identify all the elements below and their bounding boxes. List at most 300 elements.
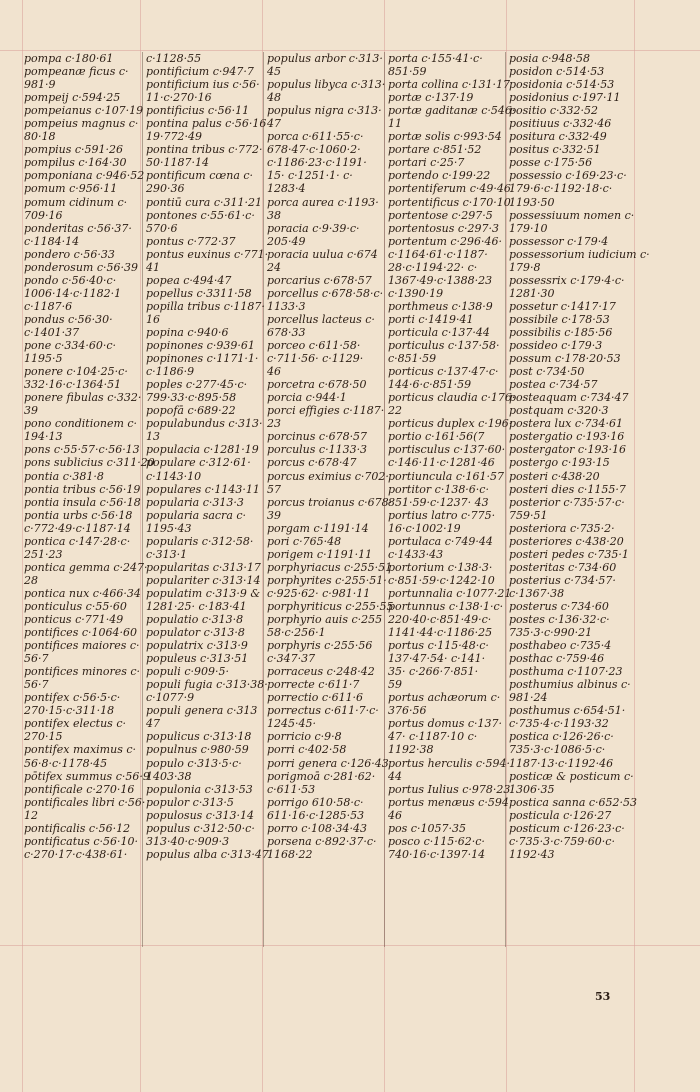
index-entry: pontifex electus c· bbox=[24, 717, 126, 731]
index-entry: pontificales libri c·56· bbox=[24, 795, 146, 809]
index-entry: c·1433·43 bbox=[388, 547, 444, 561]
index-entry: 611·16·c·1285·53 bbox=[267, 808, 365, 822]
index-entry: 47 bbox=[267, 117, 281, 131]
index-entry: porrectio c·611·6 bbox=[267, 691, 364, 705]
index-entry: popilla tribus c·1187· bbox=[146, 299, 265, 313]
index-entry: 313·40·c·909·3 bbox=[146, 834, 230, 848]
index-entry: pontifices c·1064·60 bbox=[24, 626, 137, 640]
index-entry: posidonius c·197·11 bbox=[509, 91, 621, 105]
page-number: 53 bbox=[595, 990, 611, 1003]
index-entry: populatrix c·313·9 bbox=[146, 639, 248, 653]
index-entry: posteaquam c·734·47 bbox=[509, 391, 629, 405]
index-entry: portæ gaditanæ c·546· bbox=[388, 104, 516, 118]
index-entry: 39 bbox=[24, 404, 38, 418]
index-entry: pontus euxinus c·771· bbox=[146, 247, 269, 261]
index-entry: posterus c·734·60 bbox=[509, 599, 609, 613]
index-entry: 11·c·270·16 bbox=[146, 91, 212, 105]
index-entry: portus achæorum c· bbox=[388, 691, 501, 705]
index-entry: portus menæus c·594 bbox=[388, 795, 509, 809]
index-entry: popinones c·939·61 bbox=[146, 339, 255, 353]
index-entry: popellus c·3311·58 bbox=[146, 286, 252, 300]
index-entry: post c·734·50 bbox=[509, 365, 585, 379]
index-entry: c·1187·6 bbox=[24, 299, 73, 313]
index-entry: pontina palus c·56·16 bbox=[146, 117, 267, 131]
index-column-4 bbox=[388, 52, 516, 861]
index-entry: portitor c·138·6·c· bbox=[388, 482, 489, 496]
index-entry: posco c·115·62·c· bbox=[388, 834, 485, 848]
index-entry: 1195·5 bbox=[24, 352, 63, 366]
index-entry: possessiuum nomen c· bbox=[509, 208, 635, 222]
index-entry: populnus c·980·59 bbox=[146, 743, 249, 757]
index-entry: portus c·115·48·c· bbox=[388, 639, 489, 653]
index-entry: pontia tribus c·56·19 bbox=[24, 482, 141, 496]
index-entry: populus c·312·50·c· bbox=[146, 821, 255, 835]
index-entry: ponticus c·771·49 bbox=[24, 613, 124, 627]
index-column-2 bbox=[146, 52, 269, 861]
index-entry: 1367·49·c·1388·23 bbox=[388, 273, 493, 287]
index-entry: 1141·44·c·1186·25 bbox=[388, 626, 493, 640]
index-entry: portentum c·296·46· bbox=[388, 234, 503, 248]
index-entry: 13 bbox=[146, 430, 160, 444]
index-entry: popina c·940·6 bbox=[146, 325, 229, 339]
index-entry: 47· c·1187·10 c· bbox=[388, 730, 478, 744]
index-entry: pontifices minores c· bbox=[24, 665, 141, 679]
index-entry: possetur c·1417·17 bbox=[509, 299, 616, 313]
index-entry: posidonia c·514·53 bbox=[509, 78, 615, 92]
index-entry: c·611·53 bbox=[267, 782, 316, 796]
index-entry: possessio c·169·23·c· bbox=[509, 169, 627, 183]
index-entry: posse c·175·56 bbox=[509, 156, 593, 170]
index-entry: 194·13 bbox=[24, 430, 63, 444]
index-entry: pompius c·591·26 bbox=[24, 143, 124, 157]
index-entry: portunnalia c·1077·21 bbox=[388, 586, 512, 600]
index-entry: pondus c·56·30· bbox=[24, 312, 113, 326]
index-entry: populus arbor c·313· bbox=[267, 52, 383, 65]
index-entry: porigmoā c·281·62· bbox=[267, 769, 376, 783]
index-entry: porrectus c·611·7·c· bbox=[267, 704, 379, 718]
index-entry: pono conditionem c· bbox=[24, 417, 138, 431]
index-entry: 759·51 bbox=[509, 508, 548, 522]
index-entry: porculus c·1133·3 bbox=[267, 443, 368, 457]
index-entry: 41 bbox=[146, 260, 160, 274]
index-entry: c·851·59·c·1242·10 bbox=[388, 573, 495, 587]
index-entry: portari c·25·7 bbox=[388, 156, 465, 170]
index-entry: pontia urbs c·56·18 bbox=[24, 508, 133, 522]
index-entry: c·1186·9 bbox=[146, 365, 195, 379]
index-entry: porcus eximius c·702· bbox=[267, 469, 389, 483]
index-entry: pontina tribus c·772· bbox=[146, 143, 263, 157]
index-entry: 1168·22 bbox=[267, 847, 313, 861]
index-entry: porticus c·137·47·c· bbox=[388, 365, 499, 379]
index-entry: ponere c·104·25·c· bbox=[24, 365, 128, 379]
index-entry: pontificalis c·56·12 bbox=[24, 821, 131, 835]
index-entry: 270·15·c·311·18 bbox=[24, 704, 115, 718]
index-entry: 1306·35 bbox=[509, 782, 555, 796]
index-entry: 1192·38 bbox=[388, 743, 434, 757]
index-entry: porcinus c·678·57 bbox=[267, 430, 368, 444]
index-entry: posterius c·734·57· bbox=[509, 573, 616, 587]
index-entry: 144·6·c·851·59 bbox=[388, 378, 472, 392]
index-entry: populo c·313·5·c· bbox=[146, 756, 242, 770]
index-entry: c·1390·19 bbox=[388, 286, 444, 300]
index-entry: c·1077·9 bbox=[146, 691, 195, 705]
index-entry: pontificum cœna c· bbox=[146, 169, 254, 183]
index-entry: 50·1187·14 bbox=[146, 156, 209, 170]
index-entry: populicus c·313·18 bbox=[146, 730, 252, 744]
index-entry: portentose c·297·5 bbox=[388, 208, 493, 222]
index-entry: pōtifex summus c·56·9 bbox=[24, 769, 150, 783]
index-entry: 179·10 bbox=[509, 221, 548, 235]
index-entry: pontia c·381·8 bbox=[24, 469, 104, 483]
index-entry: possum c·178·20·53 bbox=[509, 352, 621, 366]
index-entry: c·735·3·c·759·60·c· bbox=[509, 834, 615, 848]
index-entry: pontiū cura c·311·21 bbox=[146, 195, 262, 209]
index-entry: 709·16 bbox=[24, 208, 63, 222]
index-entry: 38 bbox=[267, 208, 281, 222]
index-entry: ponderitas c·56·37· bbox=[24, 221, 132, 235]
index-entry: positus c·332·51 bbox=[509, 143, 601, 157]
index-entry: porceo c·611·58· bbox=[267, 339, 361, 353]
index-entry: c·313·1 bbox=[146, 547, 188, 561]
index-entry: porsena c·892·37·c· bbox=[267, 834, 377, 848]
index-entry: populabundus c·313· bbox=[146, 417, 263, 431]
index-entry: pompeius magnus c· bbox=[24, 117, 139, 131]
index-entry: portentosus c·297·3 bbox=[388, 221, 499, 235]
index-entry: porphyrio auis c·255 bbox=[267, 613, 383, 627]
index-entry: populeus c·313·51 bbox=[146, 652, 249, 666]
index-entry: populor c·313·5 bbox=[146, 795, 234, 809]
index-entry: 1283·4 bbox=[267, 182, 306, 196]
index-entry: c·347·37 bbox=[267, 652, 316, 666]
index-entry: pontica nux c·466·34 bbox=[24, 586, 141, 600]
index-entry: portæ solis c·993·54 bbox=[388, 130, 502, 144]
index-entry: pontica c·147·28·c· bbox=[24, 534, 131, 548]
index-entry: posteri pedes c·735·1 bbox=[509, 547, 629, 561]
index-entry: pontificium ius c·56· bbox=[146, 78, 260, 92]
index-entry: 1193·50 bbox=[509, 195, 555, 209]
index-entry: possessor c·179·4 bbox=[509, 234, 609, 248]
index-entry: pondero c·56·33 bbox=[24, 247, 115, 261]
index-entry: porti c·1419·41 bbox=[388, 312, 474, 326]
index-entry: posthumus c·654·51· bbox=[509, 704, 626, 718]
index-entry: porticus claudia c·176· bbox=[388, 391, 516, 405]
index-entry: 678·33 bbox=[267, 325, 306, 339]
index-entry: populariter c·313·14 bbox=[146, 573, 261, 587]
index-entry: possideo c·179·3 bbox=[509, 339, 603, 353]
index-entry: 46 bbox=[388, 808, 402, 822]
index-entry: porrigo 610·58·c· bbox=[267, 795, 364, 809]
index-entry: c·1143·10 bbox=[146, 469, 202, 483]
index-entry: portentificus c·170·10 bbox=[388, 195, 511, 209]
index-entry: portus Iulius c·978·23 bbox=[388, 782, 511, 796]
index-entry: 1195·43 bbox=[146, 521, 192, 535]
index-entry: 290·36 bbox=[146, 182, 185, 196]
index-column-3 bbox=[267, 52, 394, 861]
index-entry: porcellus lacteus c· bbox=[267, 312, 375, 326]
index-entry: populi genera c·313 bbox=[146, 704, 258, 718]
index-entry: 16·c·1002·19 bbox=[388, 521, 461, 535]
index-entry: porphyrites c·255·51· bbox=[267, 573, 387, 587]
index-entry: porticula c·137·44 bbox=[388, 325, 490, 339]
index-entry: poples c·277·45·c· bbox=[146, 378, 248, 392]
index-entry: pondo c·56·40·c· bbox=[24, 273, 117, 287]
index-entry: c·711·56· c·1129· bbox=[267, 352, 364, 366]
index-entry: porcellus c·678·58·c· bbox=[267, 286, 384, 300]
index-entry: posticæ & posticum c· bbox=[509, 769, 634, 783]
index-entry: 46 bbox=[267, 365, 281, 379]
index-entry: porigem c·1191·11 bbox=[267, 547, 373, 561]
index-entry: 1281·25· c·183·41 bbox=[146, 599, 247, 613]
index-entry: 205·49 bbox=[267, 234, 306, 248]
index-entry: 179·6·c·1192·18·c· bbox=[509, 182, 613, 196]
index-entry: pomum c·956·11 bbox=[24, 182, 118, 196]
index-column-1 bbox=[24, 52, 155, 861]
index-entry: pontificatus c·56·10· bbox=[24, 834, 139, 848]
index-entry: populacia c·1281·19 bbox=[146, 443, 259, 457]
index-entry: populosus c·313·14 bbox=[146, 808, 254, 822]
index-entry: porri genera c·126·43 bbox=[267, 756, 389, 770]
index-entry: pompilus c·164·30 bbox=[24, 156, 127, 170]
index-entry: c·1401·37 bbox=[24, 325, 80, 339]
index-entry: 24 bbox=[267, 260, 281, 274]
index-entry: pompeanæ ficus c· bbox=[24, 65, 129, 79]
index-entry: c·1186·23·c·1191· bbox=[267, 156, 367, 170]
index-entry: porrecte c·611·7 bbox=[267, 678, 360, 692]
index-entry: portorium c·138·3· bbox=[388, 560, 493, 574]
index-entry: 1192·43 bbox=[509, 847, 555, 861]
index-entry: pontificale c·270·16 bbox=[24, 782, 135, 796]
index-entry: porraceus c·248·42 bbox=[267, 665, 375, 679]
index-entry: portare c·851·52 bbox=[388, 143, 482, 157]
index-entry: porri c·402·58 bbox=[267, 743, 347, 757]
index-page bbox=[22, 52, 682, 1003]
index-entry: posteriores c·438·20 bbox=[509, 534, 624, 548]
index-entry: posteritas c·734·60 bbox=[509, 560, 617, 574]
index-entry: porcarius c·678·57 bbox=[267, 273, 372, 287]
index-entry: portus domus c·137· bbox=[388, 717, 503, 731]
index-entry: porca aurea c·1193· bbox=[267, 195, 379, 209]
index-entry: postergatio c·193·16 bbox=[509, 430, 625, 444]
index-entry: pontifex maximus c· bbox=[24, 743, 136, 757]
index-entry: 28·c·1194·22· c· bbox=[388, 260, 478, 274]
index-entry: 39 bbox=[267, 508, 281, 522]
index-entry: populus alba c·313·47 bbox=[146, 847, 269, 861]
index-entry: ponticulus c·55·60 bbox=[24, 599, 127, 613]
index-entry: portiuncula c·161·57 bbox=[388, 469, 504, 483]
index-entry: pompa c·180·61 bbox=[24, 52, 114, 65]
index-entry: populatim c·313·9 & bbox=[146, 586, 261, 600]
index-entry: c·1184·14 bbox=[24, 234, 80, 248]
index-entry: porcia c·944·1 bbox=[267, 391, 347, 405]
index-entry: 1187·13·c·1192·46 bbox=[509, 756, 614, 770]
index-entry: populus libyca c·313· bbox=[267, 78, 386, 92]
index-entry: pontus c·772·37 bbox=[146, 234, 236, 248]
index-entry: posidon c·514·53 bbox=[509, 65, 605, 79]
index-entry: 15· c·1251·1· c· bbox=[267, 169, 353, 183]
index-entry: 1403·38 bbox=[146, 769, 192, 783]
index-entry: popularis c·312·58· bbox=[146, 534, 254, 548]
index-entry: 56·8·c·1178·45 bbox=[24, 756, 108, 770]
index-entry: posteri c·438·20 bbox=[509, 469, 600, 483]
index-entry: c·735·4·c·1193·32 bbox=[509, 717, 609, 731]
index-entry: 19·772·49 bbox=[146, 130, 202, 144]
index-entry: 270·15 bbox=[24, 730, 63, 744]
index-entry: 251·23 bbox=[24, 547, 63, 561]
index-entry: porta collina c·131·17 bbox=[388, 78, 511, 92]
index-entry: pompeianus c·107·19 bbox=[24, 104, 144, 118]
index-entry: c·772·49·c·1187·14 bbox=[24, 521, 131, 535]
index-entry: 35· c·266·7·851· bbox=[388, 665, 479, 679]
index-entry: 735·3·c·990·21 bbox=[509, 626, 593, 640]
index-entry: porcus c·678·47 bbox=[267, 456, 357, 470]
index-entry: poracia uulua c·674 bbox=[267, 247, 378, 261]
index-entry: c·851·59 bbox=[388, 352, 437, 366]
index-entry: porci effigies c·1187· bbox=[267, 404, 385, 418]
index-entry: c·925·62· c·981·11 bbox=[267, 586, 371, 600]
index-entry: postica sanna c·652·53 bbox=[509, 795, 638, 809]
index-entry: postergator c·193·16 bbox=[509, 443, 627, 457]
index-entry: c·1164·61·c·1187· bbox=[388, 247, 488, 261]
index-entry: pos c·1057·35 bbox=[388, 821, 466, 835]
index-entry: populus nigra c·313· bbox=[267, 104, 382, 118]
index-entry: posthabeo c·735·4 bbox=[509, 639, 612, 653]
index-entry: pons c·55·57·c·56·13 bbox=[24, 443, 140, 457]
index-entry: portio c·161·56(7 bbox=[388, 430, 485, 444]
index-entry: populi fugia c·313·38· bbox=[146, 678, 268, 692]
index-entry: pomponiana c·946·52 bbox=[24, 169, 145, 183]
index-entry: 58·c·256·1 bbox=[267, 626, 326, 640]
index-entry: pontifex c·56·5·c· bbox=[24, 691, 121, 705]
index-entry: 16 bbox=[146, 312, 160, 326]
index-entry: porcetra c·678·50 bbox=[267, 378, 367, 392]
index-entry: 80·18 bbox=[24, 130, 56, 144]
index-entry: portisculus c·137·60· bbox=[388, 443, 506, 457]
index-entry: 851·59 bbox=[388, 65, 427, 79]
index-entry: 47 bbox=[146, 717, 160, 731]
index-entry: porticus duplex c·196· bbox=[388, 417, 513, 431]
index-entry: c·270·17·c·438·61· bbox=[24, 847, 128, 861]
index-entry: porgam c·1191·14 bbox=[267, 521, 369, 535]
index-entry: 23 bbox=[267, 417, 281, 431]
index-entry: popularia c·313·3 bbox=[146, 495, 244, 509]
index-entry: pontones c·55·61·c· bbox=[146, 208, 255, 222]
index-entry: 740·16·c·1397·14 bbox=[388, 847, 486, 861]
index-entry: porcus troianus c·678· bbox=[267, 495, 393, 509]
index-entry: possibile c·178·53 bbox=[509, 312, 610, 326]
index-entry: populator c·313·8 bbox=[146, 626, 245, 640]
index-entry: posteriora c·735·2· bbox=[509, 521, 615, 535]
index-entry: c·1367·38 bbox=[509, 586, 565, 600]
index-entry: portulaca c·749·44 bbox=[388, 534, 493, 548]
index-entry: populares c·1143·11 bbox=[146, 482, 260, 496]
index-entry: posteri dies c·1155·7 bbox=[509, 482, 626, 496]
index-entry: 59 bbox=[388, 678, 402, 692]
index-column-5 bbox=[509, 52, 650, 861]
index-entry: porphyriticus c·255·55 bbox=[267, 599, 394, 613]
index-entry: porthmeus c·138·9 bbox=[388, 299, 493, 313]
index-entry: porticulus c·137·58· bbox=[388, 339, 500, 353]
index-entry: pone c·334·60·c· bbox=[24, 339, 117, 353]
index-entry: 220·40·c·851·49·c· bbox=[388, 613, 492, 627]
index-entry: postquam c·320·3 bbox=[509, 404, 609, 418]
index-entry: poracia c·9·39·c· bbox=[267, 221, 360, 235]
index-entry: 981·24 bbox=[509, 691, 548, 705]
index-entry: 57 bbox=[267, 482, 281, 496]
index-entry: postica c·126·26·c· bbox=[509, 730, 614, 744]
index-entry: portus herculis c·594· bbox=[388, 756, 510, 770]
index-entry: populonia c·313·53 bbox=[146, 782, 253, 796]
index-entry: 45 bbox=[267, 65, 281, 79]
index-entry: pontica gemma c·247· bbox=[24, 560, 148, 574]
index-entry: postes c·136·32·c· bbox=[509, 613, 610, 627]
index-entry: posticum c·126·23·c· bbox=[509, 821, 625, 835]
index-entry: posthuma c·1107·23 bbox=[509, 665, 623, 679]
index-entry: pori c·765·48 bbox=[267, 534, 342, 548]
index-entry: pomum cidinum c· bbox=[24, 195, 128, 209]
index-entry: 137·47·54· c·141· bbox=[388, 652, 486, 666]
index-entry: populatio c·313·8 bbox=[146, 613, 244, 627]
index-entry: 1006·14·c·1182·1 bbox=[24, 286, 122, 300]
index-entry: possessrix c·179·4·c· bbox=[509, 273, 625, 287]
index-entry: 44 bbox=[388, 769, 402, 783]
index-entry: c·146·11·c·1281·46 bbox=[388, 456, 495, 470]
index-entry: ponderosum c·56·39 bbox=[24, 260, 138, 274]
index-entry: posthac c·759·46 bbox=[509, 652, 605, 666]
index-entry: portius latro c·775· bbox=[388, 508, 496, 522]
index-entry: postera lux c·734·61 bbox=[509, 417, 624, 431]
index-entry: positiuus c·332·46 bbox=[509, 117, 612, 131]
index-entry: positura c·332·49 bbox=[509, 130, 607, 144]
index-entry: pompeij c·594·25 bbox=[24, 91, 121, 105]
index-entry: porphyris c·255·56 bbox=[267, 639, 373, 653]
index-entry: 851·59·c·1237· 43 bbox=[388, 495, 489, 509]
index-entry: 28 bbox=[24, 573, 38, 587]
index-entry: postea c·734·57 bbox=[509, 378, 598, 392]
index-entry: possibilis c·185·56 bbox=[509, 325, 613, 339]
index-entry: posterior c·735·57·c· bbox=[509, 495, 625, 509]
index-entry: porta c·155·41·c· bbox=[388, 52, 483, 65]
index-entry: pons sublicius c·311·20 bbox=[24, 456, 155, 470]
index-entry: 179·8 bbox=[509, 260, 541, 274]
index-entry: c·1128·55 bbox=[146, 52, 202, 65]
index-entry: populare c·312·61· bbox=[146, 456, 251, 470]
index-entry: populi c·909·5· bbox=[146, 665, 229, 679]
index-entry: posticula c·126·27 bbox=[509, 808, 612, 822]
index-entry: 799·33·c·895·58 bbox=[146, 391, 237, 405]
index-entry: portunnus c·138·1·c· bbox=[388, 599, 504, 613]
index-entry: 1133·3 bbox=[267, 299, 306, 313]
index-entry: porro c·108·34·43 bbox=[267, 821, 367, 835]
index-entry: 376·56 bbox=[388, 704, 427, 718]
index-entry: pontia insula c·56·18 bbox=[24, 495, 141, 509]
index-entry: possessorium iudicium c· bbox=[509, 247, 650, 261]
index-entry: 48 bbox=[267, 91, 281, 105]
index-entry: positio c·332·52 bbox=[509, 104, 599, 118]
index-entry: postergo c·193·15 bbox=[509, 456, 610, 470]
index-entry: ponere fibulas c·332· bbox=[24, 391, 142, 405]
index-entry: popularia sacra c· bbox=[146, 508, 247, 522]
index-entry: 1281·30 bbox=[509, 286, 555, 300]
index-entry: popea c·494·47 bbox=[146, 273, 232, 287]
index-entry: 678·47·c·1060·2· bbox=[267, 143, 361, 157]
index-entry: 735·3·c·1086·5·c· bbox=[509, 743, 606, 757]
index-entry: porricio c·9·8 bbox=[267, 730, 342, 744]
index-entry: portæ c·137·19 bbox=[388, 91, 474, 105]
index-entry: 56·7 bbox=[24, 652, 49, 666]
index-entry: 981·9 bbox=[24, 78, 56, 92]
index-entry: 12 bbox=[24, 808, 38, 822]
index-entry: 1245·45· bbox=[267, 717, 316, 731]
